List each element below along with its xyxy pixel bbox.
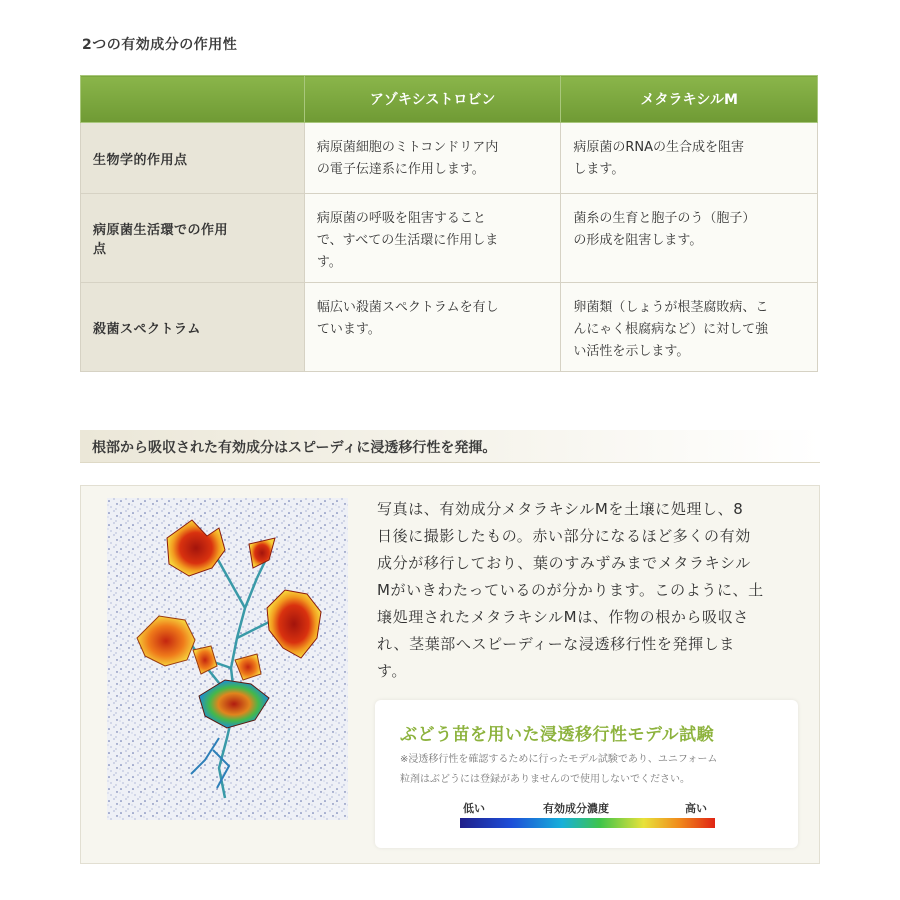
legend-title: 有効成分濃度 bbox=[543, 802, 609, 815]
table-header-row bbox=[81, 76, 818, 123]
note-line: 粒剤はぶどうには登録がありませんので使用しないでください。 bbox=[400, 774, 690, 785]
row-header-line: 病原菌生活環での作用 bbox=[93, 223, 229, 238]
row-header-spectrum: 殺菌スペクトラム bbox=[81, 283, 305, 372]
table-cell bbox=[304, 194, 561, 283]
table-corner-cell bbox=[81, 76, 305, 123]
model-test-title: ぶどう苗を用いた浸透移行性モデル試験 bbox=[400, 725, 715, 745]
section-title: 2つの有効成分の作用性 bbox=[82, 37, 238, 53]
cell-line: の電子伝達系に作用します。 bbox=[316, 162, 485, 177]
description-text bbox=[377, 496, 797, 685]
autoradiograph-image bbox=[107, 498, 348, 820]
model-test-box bbox=[375, 700, 798, 848]
description-line: Mがいきわたっているのが分かります。このように、土 bbox=[377, 581, 764, 599]
cell-line: 幅広い殺菌スペクトラムを有し bbox=[316, 300, 499, 315]
cell-line: ています。 bbox=[316, 322, 381, 337]
cell-line: 病原菌の呼吸を阻害すること bbox=[316, 211, 486, 226]
cell-line: 卵菌類（しょうが根茎腐敗病、こ bbox=[573, 300, 769, 315]
table-cell bbox=[561, 283, 818, 372]
subheading-band bbox=[80, 430, 820, 463]
table-cell bbox=[561, 123, 818, 194]
cell-line: 病原菌のRNAの生合成を阻害 bbox=[573, 140, 745, 155]
cell-line: 病原菌細胞のミトコンドリア内 bbox=[316, 140, 499, 155]
column-header-azoxystrobin: アゾキシストロビン bbox=[304, 76, 561, 123]
grape-seedling-photo bbox=[107, 498, 348, 820]
description-line: す。 bbox=[377, 662, 408, 680]
cell-line: んにゃく根腐病など）に対して強 bbox=[573, 322, 769, 337]
table-cell bbox=[304, 123, 561, 194]
description-line: 壌処理されたメタラキシルMは、作物の根から吸収さ bbox=[377, 608, 749, 626]
table-row bbox=[81, 283, 818, 372]
column-header-metalaxyl: メタラキシルM bbox=[561, 76, 818, 123]
description-line: 写真は、有効成分メタラキシルMを土壌に処理し、8 bbox=[377, 500, 744, 518]
cell-line: の形成を阻害します。 bbox=[573, 233, 703, 248]
row-header-life-cycle bbox=[81, 194, 305, 283]
table-row bbox=[81, 123, 818, 194]
row-header-line: 点 bbox=[93, 242, 107, 257]
description-line: れ、茎葉部へスピーディーな浸透移行性を発揮しま bbox=[377, 635, 735, 653]
cell-line: 菌糸の生育と胞子のう（胞子） bbox=[573, 211, 756, 226]
cell-line: い活性を示します。 bbox=[573, 344, 690, 359]
model-test-note bbox=[400, 750, 780, 790]
table-cell bbox=[304, 283, 561, 372]
legend-high-label: 高い bbox=[685, 802, 707, 815]
description-line: 成分が移行しており、葉のすみずみまでメタラキシル bbox=[377, 554, 751, 572]
cell-line: します。 bbox=[573, 162, 625, 177]
row-header-biological-site: 生物学的作用点 bbox=[81, 123, 305, 194]
comparison-table bbox=[80, 75, 818, 372]
cell-line: す。 bbox=[316, 255, 342, 270]
legend-low-label: 低い bbox=[463, 802, 485, 815]
table-cell bbox=[561, 194, 818, 283]
cell-line: で、すべての生活環に作用しま bbox=[316, 233, 499, 248]
subheading-text: 根部から吸収された有効成分はスピーディに浸透移行性を発揮。 bbox=[92, 440, 497, 456]
result-panel bbox=[80, 485, 820, 864]
concentration-gradient-bar bbox=[460, 818, 715, 828]
description-line: 日後に撮影したもの。赤い部分になるほど多くの有効 bbox=[377, 527, 751, 545]
table-row bbox=[81, 194, 818, 283]
note-line: ※浸透移行性を確認するために行ったモデル試験であり、ユニフォーム bbox=[400, 754, 718, 765]
